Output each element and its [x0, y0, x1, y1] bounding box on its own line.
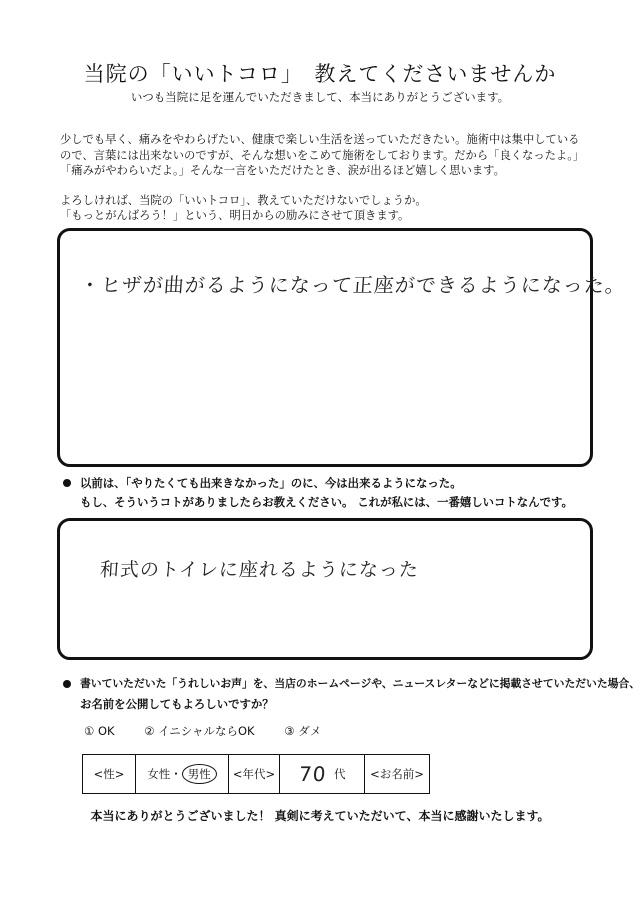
- option-ok[interactable]: ① OK: [84, 724, 115, 738]
- page-title: 当院の「いいトコロ」 教えてくださいませんか: [83, 62, 557, 86]
- intro-line: 「もっとがんばろう！」という、明日からの励みにさせて頂きます。: [60, 209, 410, 222]
- question-3-line-2: お名前を公開してもよろしいですか？: [80, 697, 274, 711]
- age-field[interactable]: [280, 755, 365, 793]
- age-value: 70: [297, 762, 327, 786]
- option-initial[interactable]: ② イニシャルならOK: [144, 724, 255, 738]
- page-subtitle: いつも当院に足を運んでいただきまして、本当にありがとうございます。: [130, 90, 510, 104]
- question-3-line-1: 書いていただいた「うれしいお声」を、当店のホームページや、ニュースレターなどに掲載させていただいた場合、: [80, 677, 640, 690]
- bullet-icon: [63, 680, 71, 688]
- question-2-line-1: 以前は、「やりたくても出来きなかった」のに、今は出来るようになった。: [80, 476, 462, 490]
- name-label: <お名前>: [370, 767, 424, 781]
- gender-separator: ・: [170, 767, 182, 781]
- closing-message: 本当にありがとうございました！ 真剣に考えていただいて、本当に感謝いたします。: [90, 809, 550, 823]
- gender-label: <性>: [83, 755, 136, 793]
- respondent-info-table: [82, 754, 430, 794]
- gender-male-circled: 男性: [182, 764, 217, 784]
- gender-female: 女性: [147, 767, 171, 781]
- intro-line: よろしければ、当院の「いいトコロ」、教えていただけないでしょうか。: [60, 193, 427, 207]
- intro-line: 少しでも早く、痛みをやわらげたい、健康で楽しい生活を送っていただきたい。施術中は集中している: [60, 133, 580, 146]
- gender-field[interactable]: [136, 755, 229, 793]
- publish-options: [84, 723, 347, 739]
- bullet-icon: [63, 479, 71, 487]
- answer-box-2: [57, 518, 593, 660]
- question-2-line-2: もし、そういうコトがありましたらお教えください。 これが私には、一番嬉しいコトなんです。: [80, 495, 573, 509]
- intro-line: 「痛みがやわらいだよ。」そんな一言をいただけたとき、涙が出るほど嬉しく思います。: [60, 164, 505, 177]
- age-label: <年代>: [229, 755, 280, 793]
- answer-box-1: [57, 228, 627, 467]
- handwritten-answer-1: ・ヒザが曲がるようになって正座ができるようになった。: [79, 273, 627, 297]
- handwritten-answer-2: 和式のトイレに座れるようになった: [99, 559, 420, 581]
- intro-line: ので、言葉には出来ないのですが、そんな想いをこめて施術をしております。だから「良くなったよ。」: [60, 148, 585, 162]
- intro-text: [60, 132, 600, 224]
- age-suffix: 代: [333, 767, 346, 781]
- option-no[interactable]: ③ ダメ: [284, 724, 322, 738]
